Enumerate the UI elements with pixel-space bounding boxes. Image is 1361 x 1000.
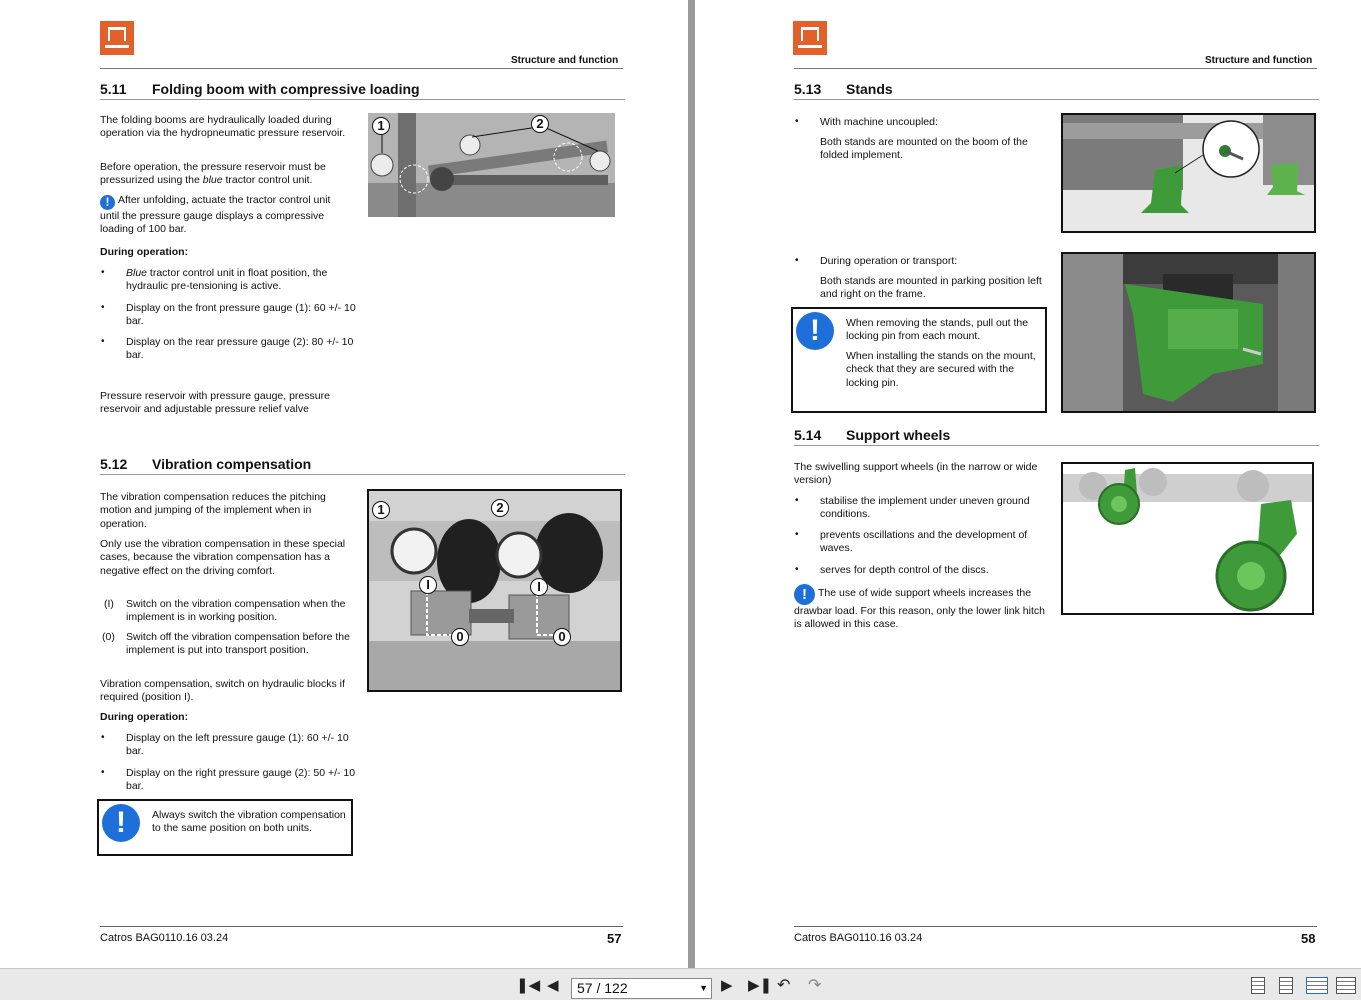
callout-2: 2 [531,115,549,133]
go-back-view-icon[interactable]: ↶ [777,977,791,994]
paragraph: Before operation, the pressure reservoir must be pressurized using the blue tractor control unit. [100,161,326,187]
first-page-icon[interactable]: ❚◀ [516,977,541,994]
bullet-icon: • [795,116,799,127]
heading-rule [100,474,625,475]
list-item: During operation or transport: [820,255,958,267]
paragraph: The swivelling support wheels (in the narrow or wide version) [794,461,1038,487]
valve-position-off-label: 0 [553,628,571,646]
list-item: Display on the left pressure gauge (1): 60 +/- 10 bar. [126,732,349,758]
info-note: ! The use of wide support wheels increases the drawbar load. For this reason, only the lower link hitch is allowed in this case. [794,586,1045,631]
bullet-icon: • [795,564,799,575]
list-item: serves for depth control of the discs. [820,564,989,576]
footer-rule [794,926,1317,927]
amazone-logo [100,21,134,55]
valve-position-off-label: 0 [451,628,469,646]
boom-illustration [368,113,615,217]
info-icon: ! [100,195,115,210]
stands-parking-photo [1061,252,1316,413]
heading-number: 5.14 [794,427,822,443]
bullet-icon: • [101,302,105,313]
valve-position-on-label: I [419,576,437,594]
boom-pressure-gauge-photo [368,113,615,217]
heading-title: Stands [846,81,893,97]
callout-1: 1 [372,501,390,519]
bullet-icon: • [795,255,799,266]
list-item: prevents oscillations and the development of waves. [820,529,1028,555]
stands-parking-illustration [1063,254,1314,411]
info-icon: ! [796,312,834,350]
list-item: Display on the rear pressure gauge (2): 80 +/- 10 bar. [126,336,354,362]
bullet-icon: • [101,767,105,778]
list-item: stabilise the implement under uneven ground conditions. [820,495,1030,521]
heading-number: 5.11 [100,81,127,97]
info-icon: ! [102,804,140,842]
bullet-icon: • [101,267,105,278]
heading-rule [794,99,1319,100]
stands-folded-photo [1061,113,1316,233]
amazone-logo [793,21,827,55]
document-page-57 [0,0,688,968]
page-gap [688,0,695,968]
heading-rule [100,99,625,100]
paragraph: Only use the vibration compensation in these special cases, because the vibration compensation has a negative effect on the driving comfort. [100,538,346,577]
option-text: Switch on the vibration compensation when the implement is in working position. [126,598,346,624]
previous-page-icon[interactable]: ◀ [547,977,559,994]
document-page-58 [695,0,1361,968]
valve-position-on-label: I [530,578,548,596]
callout-1: 1 [372,117,390,135]
chevron-down-icon[interactable]: ▼ [699,983,708,993]
go-forward-view-icon[interactable]: ↷ [808,977,822,994]
info-icon: ! [794,584,815,605]
info-note-box [791,307,1047,413]
last-page-icon[interactable]: ▶❚ [748,977,773,994]
section-header: Structure and function [511,55,619,66]
two-page-continuous-view-icon[interactable] [1336,977,1356,994]
note-text: When installing the stands on the mount, check that they are secured with the locking pin. [846,350,1036,389]
list-item-detail: Both stands are mounted in parking position left and right on the frame. [820,275,1042,301]
heading-rule [794,445,1319,446]
callout-2: 2 [491,499,509,517]
header-rule [794,68,1317,69]
list-item: Blue tractor control unit in float position, the hydraulic pre-tensioning is active. [126,267,328,293]
header-rule [100,68,623,69]
stands-folded-illustration [1063,115,1314,231]
list-item: Display on the front pressure gauge (1): 60 +/- 10 bar. [126,302,356,328]
heading-title: Vibration compensation [152,456,312,472]
bullet-icon: • [795,529,799,540]
support-wheels-photo [1061,462,1314,615]
section-header: Structure and function [1205,55,1313,66]
subheading: During operation: [100,711,189,723]
heading-title: Support wheels [846,427,951,443]
single-page-view-icon[interactable] [1251,977,1265,994]
note-text: Always switch the vibration compensation to the same position on both units. [152,809,346,835]
vibration-compensation-photo [367,489,622,692]
bullet-icon: • [795,495,799,506]
page-number: 58 [1301,931,1316,946]
option-label: (0) [102,631,115,643]
list-item: Display on the right pressure gauge (2): 50 +/- 10 bar. [126,767,356,793]
pdf-navigation-toolbar [0,968,1361,1000]
footer-document-id: Catros BAG0110.16 03.24 [794,932,923,944]
footer-rule [100,926,623,927]
paragraph: Vibration compensation, switch on hydraulic blocks if required (position I). [100,678,345,704]
bullet-icon: • [101,336,105,347]
heading-number: 5.12 [100,456,128,472]
bullet-icon: • [101,732,105,743]
page-number: 57 [607,931,622,946]
paragraph: The vibration compensation reduces the pitching motion and jumping of the implement when in operation. [100,491,326,530]
continuous-view-icon[interactable] [1279,977,1293,994]
footer-document-id: Catros BAG0110.16 03.24 [100,932,229,944]
warning-note-box [97,799,353,856]
figure-caption: Pressure reservoir with pressure gauge, pressure reservoir and adjustable pressure relief valve [100,390,330,416]
support-wheels-illustration [1063,464,1312,613]
heading-number: 5.13 [794,81,822,97]
subheading: During operation: [100,246,189,258]
two-page-view-icon[interactable] [1306,977,1328,994]
info-note: ! After unfolding, actuate the tractor control unit until the pressure gauge displays a compressive loading of 100 bar. [100,194,331,236]
paragraph: The folding booms are hydraulically loaded during operation via the hydropneumatic pressure reservoir. [100,114,346,140]
list-item: With machine uncoupled: [820,116,938,128]
note-text: When removing the stands, pull out the locking pin from each mount. [846,317,1029,343]
vibration-illustration [369,491,620,690]
heading-title: Folding boom with compressive loading [152,81,420,97]
option-text: Switch off the vibration compensation before the implement is put into transport position. [126,631,350,657]
next-page-icon[interactable]: ▶ [721,977,733,994]
page-number-input[interactable]: 57 / 122 ▼ [571,978,712,999]
list-item-detail: Both stands are mounted on the boom of the folded implement. [820,136,1028,162]
option-label: (I) [104,598,114,610]
